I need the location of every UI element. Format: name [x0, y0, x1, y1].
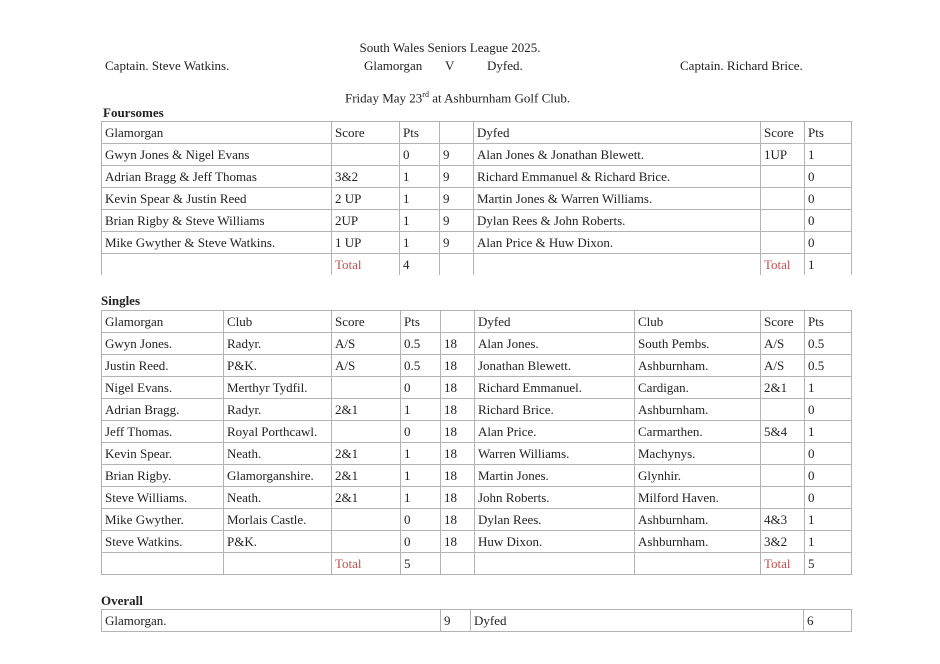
- home-score: [332, 531, 401, 553]
- foursomes-title: Foursomes: [103, 105, 164, 120]
- home-club: Glamorganshire.: [224, 465, 332, 487]
- home-pts: 0: [400, 144, 440, 166]
- away-pts: 1: [805, 377, 852, 399]
- away-score: [761, 210, 805, 232]
- away-pts: 0: [805, 166, 852, 188]
- hole: 18: [441, 487, 475, 509]
- home-club: Merthyr Tydfil.: [224, 377, 332, 399]
- home-pair: Gwyn Jones & Nigel Evans: [102, 144, 332, 166]
- home-pair: Adrian Bragg & Jeff Thomas: [102, 166, 332, 188]
- table-row: [102, 355, 852, 377]
- away-score: A/S: [761, 333, 805, 355]
- match-date-venue: [345, 90, 570, 106]
- date-ordinal: rd: [422, 90, 429, 99]
- away-player: Dylan Rees.: [475, 509, 635, 531]
- home-club: Neath.: [224, 443, 332, 465]
- header-home-score: Score: [332, 311, 401, 333]
- home-total-label: Total: [332, 553, 401, 575]
- home-score: [332, 509, 401, 531]
- away-total: 5: [805, 553, 852, 575]
- home-player: Gwyn Jones.: [102, 333, 224, 355]
- away-player: John Roberts.: [475, 487, 635, 509]
- header-home-team: Glamorgan: [102, 311, 224, 333]
- home-club: Royal Porthcawl.: [224, 421, 332, 443]
- home-score: 2&1: [332, 399, 401, 421]
- home-pts: 0: [401, 509, 441, 531]
- hole: 18: [441, 531, 475, 553]
- away-player: Richard Emmanuel.: [475, 377, 635, 399]
- empty-cell: [102, 254, 332, 276]
- away-player: Martin Jones.: [475, 465, 635, 487]
- hole: 18: [441, 443, 475, 465]
- away-total: 1: [805, 254, 852, 276]
- away-score: 2&1: [761, 377, 805, 399]
- away-pair: Richard Emmanuel & Richard Brice.: [474, 166, 761, 188]
- home-player: Mike Gwyther.: [102, 509, 224, 531]
- away-club: Cardigan.: [635, 377, 761, 399]
- away-club: Carmarthen.: [635, 421, 761, 443]
- table-row: [102, 421, 852, 443]
- home-score: [332, 421, 401, 443]
- home-score: A/S: [332, 333, 401, 355]
- home-total-label: Total: [332, 254, 400, 276]
- away-score: [761, 166, 805, 188]
- match-date: Friday May 23: [345, 90, 423, 106]
- table-row: [102, 509, 852, 531]
- away-captain: Captain. Richard Brice.: [680, 58, 803, 73]
- away-pair: Martin Jones & Warren Williams.: [474, 188, 761, 210]
- header-home-pts: Pts: [400, 122, 440, 144]
- hole: 18: [441, 333, 475, 355]
- header-home-club: Club: [224, 311, 332, 333]
- away-score: [761, 399, 805, 421]
- home-club: P&K.: [224, 355, 332, 377]
- home-player: Justin Reed.: [102, 355, 224, 377]
- away-pts: 0: [805, 399, 852, 421]
- away-pts: 0: [805, 188, 852, 210]
- foursomes-total-row: [102, 254, 852, 276]
- home-captain: Captain. Steve Watkins.: [105, 58, 230, 73]
- overall-table: [101, 609, 852, 632]
- home-club: P&K.: [224, 531, 332, 553]
- hole: 18: [441, 399, 475, 421]
- home-total: 5: [401, 553, 441, 575]
- singles-total-row: [102, 553, 852, 575]
- table-row: [102, 465, 852, 487]
- singles-table: [101, 310, 852, 575]
- home-score: [332, 377, 401, 399]
- header-away-pts: Pts: [805, 311, 852, 333]
- away-club: Glynhir.: [635, 465, 761, 487]
- away-pair: Alan Jones & Jonathan Blewett.: [474, 144, 761, 166]
- home-pts: 1: [400, 210, 440, 232]
- away-pair: Dylan Rees & John Roberts.: [474, 210, 761, 232]
- away-pts: 0: [805, 443, 852, 465]
- home-pts: 0.5: [401, 355, 441, 377]
- away-pts: 0.5: [805, 333, 852, 355]
- hole: 18: [441, 509, 475, 531]
- away-total-label: Total: [761, 254, 805, 276]
- fixture-away-team: Dyfed.: [487, 58, 523, 73]
- table-row: [102, 144, 852, 166]
- home-pts: 1: [401, 443, 441, 465]
- away-pts: 0.5: [805, 355, 852, 377]
- table-row: [102, 210, 852, 232]
- home-player: Nigel Evans.: [102, 377, 224, 399]
- foursomes-table: [101, 121, 852, 275]
- table-row: [102, 487, 852, 509]
- home-player: Steve Watkins.: [102, 531, 224, 553]
- overall-home-team: Glamorgan.: [102, 610, 441, 632]
- away-club: Milford Haven.: [635, 487, 761, 509]
- hole: 9: [440, 144, 474, 166]
- table-row: [102, 232, 852, 254]
- empty-cell: [475, 553, 635, 575]
- home-pair: Brian Rigby & Steve Williams: [102, 210, 332, 232]
- home-score: 2&1: [332, 443, 401, 465]
- singles-header-row: [102, 311, 852, 333]
- table-row: [102, 333, 852, 355]
- home-player: Steve Williams.: [102, 487, 224, 509]
- away-player: Huw Dixon.: [475, 531, 635, 553]
- header-hole: [441, 311, 475, 333]
- empty-cell: [441, 553, 475, 575]
- overall-away-team: Dyfed: [471, 610, 804, 632]
- home-pts: 0.5: [401, 333, 441, 355]
- header-away-score: Score: [761, 311, 805, 333]
- away-club: Ashburnham.: [635, 531, 761, 553]
- header-home-score: Score: [332, 122, 400, 144]
- table-row: [102, 188, 852, 210]
- home-player: Jeff Thomas.: [102, 421, 224, 443]
- hole: 9: [440, 232, 474, 254]
- home-pts: 1: [400, 188, 440, 210]
- overall-home-points: 9: [441, 610, 471, 632]
- table-row: [102, 399, 852, 421]
- away-score: 3&2: [761, 531, 805, 553]
- hole: 18: [441, 421, 475, 443]
- overall-title: Overall: [101, 593, 143, 608]
- home-pts: 1: [400, 232, 440, 254]
- home-pts: 0: [401, 421, 441, 443]
- away-score: [761, 443, 805, 465]
- home-player: Brian Rigby.: [102, 465, 224, 487]
- home-score: 2&1: [332, 465, 401, 487]
- header-away-club: Club: [635, 311, 761, 333]
- empty-cell: [440, 254, 474, 276]
- away-score: [761, 465, 805, 487]
- table-row: [102, 166, 852, 188]
- away-player: Jonathan Blewett.: [475, 355, 635, 377]
- away-pts: 0: [805, 487, 852, 509]
- home-club: Radyr.: [224, 399, 332, 421]
- home-club: Radyr.: [224, 333, 332, 355]
- home-score: 3&2: [332, 166, 400, 188]
- header-away-score: Score: [761, 122, 805, 144]
- home-score: [332, 144, 400, 166]
- away-score: [761, 232, 805, 254]
- away-score: [761, 487, 805, 509]
- hole: 18: [441, 377, 475, 399]
- home-score: A/S: [332, 355, 401, 377]
- header-away-team: Dyfed: [474, 122, 761, 144]
- home-total: 4: [400, 254, 440, 276]
- header-away-team: Dyfed: [475, 311, 635, 333]
- away-player: Richard Brice.: [475, 399, 635, 421]
- foursomes-header-row: [102, 122, 852, 144]
- home-player: Kevin Spear.: [102, 443, 224, 465]
- home-pts: 1: [401, 399, 441, 421]
- overall-away-points: 6: [804, 610, 852, 632]
- fixture-vs: V: [445, 58, 455, 73]
- away-pts: 1: [805, 509, 852, 531]
- away-score: [761, 188, 805, 210]
- away-pair: Alan Price & Huw Dixon.: [474, 232, 761, 254]
- match-venue: at Ashburnham Golf Club.: [428, 90, 571, 106]
- header-hole: [440, 122, 474, 144]
- hole: 18: [441, 465, 475, 487]
- home-score: 2 UP: [332, 188, 400, 210]
- empty-cell: [635, 553, 761, 575]
- home-pts: 0: [401, 377, 441, 399]
- home-score: 2&1: [332, 487, 401, 509]
- overall-row: [102, 610, 852, 632]
- away-score: A/S: [761, 355, 805, 377]
- hole: 18: [441, 355, 475, 377]
- away-score: 4&3: [761, 509, 805, 531]
- home-score: 1 UP: [332, 232, 400, 254]
- header-home-team: Glamorgan: [102, 122, 332, 144]
- away-club: Ashburnham.: [635, 399, 761, 421]
- away-pts: 0: [805, 232, 852, 254]
- empty-cell: [102, 553, 224, 575]
- away-pts: 1: [805, 144, 852, 166]
- empty-cell: [224, 553, 332, 575]
- hole: 9: [440, 166, 474, 188]
- table-row: [102, 531, 852, 553]
- away-player: Alan Jones.: [475, 333, 635, 355]
- home-pts: 0: [401, 531, 441, 553]
- home-score: 2UP: [332, 210, 400, 232]
- header-away-pts: Pts: [805, 122, 852, 144]
- home-player: Adrian Bragg.: [102, 399, 224, 421]
- away-club: Ashburnham.: [635, 509, 761, 531]
- away-club: South Pembs.: [635, 333, 761, 355]
- away-score: 5&4: [761, 421, 805, 443]
- home-pair: Mike Gwyther & Steve Watkins.: [102, 232, 332, 254]
- home-pair: Kevin Spear & Justin Reed: [102, 188, 332, 210]
- singles-title: Singles: [101, 293, 141, 308]
- away-score: 1UP: [761, 144, 805, 166]
- away-pts: 1: [805, 421, 852, 443]
- home-club: Neath.: [224, 487, 332, 509]
- table-row: [102, 377, 852, 399]
- away-club: Machynys.: [635, 443, 761, 465]
- empty-cell: [474, 254, 761, 276]
- home-pts: 1: [401, 465, 441, 487]
- home-club: Morlais Castle.: [224, 509, 332, 531]
- away-club: Ashburnham.: [635, 355, 761, 377]
- header-home-pts: Pts: [401, 311, 441, 333]
- home-pts: 1: [400, 166, 440, 188]
- table-row: [102, 443, 852, 465]
- hole: 9: [440, 188, 474, 210]
- away-player: Warren Williams.: [475, 443, 635, 465]
- away-pts: 0: [805, 465, 852, 487]
- away-player: Alan Price.: [475, 421, 635, 443]
- home-pts: 1: [401, 487, 441, 509]
- fixture-home-team: Glamorgan: [364, 58, 423, 73]
- league-title: South Wales Seniors League 2025.: [359, 40, 541, 55]
- away-pts: 1: [805, 531, 852, 553]
- away-total-label: Total: [761, 553, 805, 575]
- hole: 9: [440, 210, 474, 232]
- away-pts: 0: [805, 210, 852, 232]
